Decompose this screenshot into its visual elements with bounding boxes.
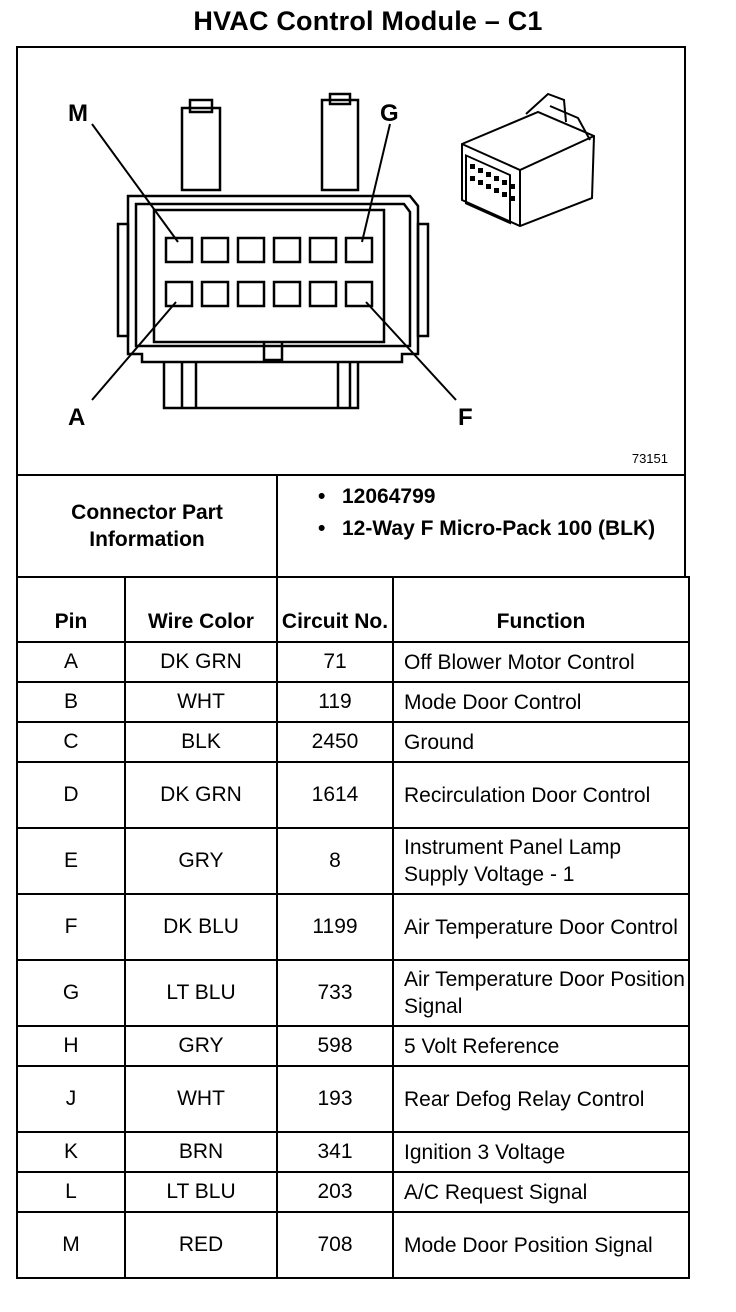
cell-function: Mode Door Control <box>393 682 689 722</box>
table-row <box>17 828 689 894</box>
cell-pin: L <box>17 1172 125 1212</box>
cell-pin: K <box>17 1132 125 1172</box>
cell-pin: D <box>17 762 125 828</box>
table-row <box>17 1026 689 1066</box>
cell-wire-color: BLK <box>125 722 277 762</box>
cell-wire-color: GRY <box>125 828 277 894</box>
header-pin: Pin <box>17 577 125 642</box>
pin-label-f: F <box>458 404 473 431</box>
cell-circuit: 8 <box>277 828 393 894</box>
header-wire-color: Wire Color <box>125 577 277 642</box>
cell-pin: M <box>17 1212 125 1278</box>
cell-pin: B <box>17 682 125 722</box>
cell-function: Rear Defog Relay Control <box>393 1066 689 1132</box>
connector-iso-view <box>462 94 594 226</box>
connector-info-list <box>278 476 684 576</box>
pin-cavities <box>166 238 372 306</box>
cell-wire-color: WHT <box>125 682 277 722</box>
pinout-table <box>16 576 690 1279</box>
connector-part-info <box>16 474 686 578</box>
latch-post-right <box>322 100 358 190</box>
cell-pin: E <box>17 828 125 894</box>
pinout-rows <box>17 642 689 1278</box>
cell-wire-color: GRY <box>125 1026 277 1066</box>
cell-circuit: 598 <box>277 1026 393 1066</box>
cell-wire-color: DK GRN <box>125 762 277 828</box>
cell-function: Off Blower Motor Control <box>393 642 689 682</box>
table-row <box>17 1066 689 1132</box>
connector-info-label: Connector Part Information <box>18 476 278 576</box>
header-function: Function <box>393 577 689 642</box>
cell-function: Instrument Panel Lamp Supply Voltage - 1 <box>393 828 689 894</box>
cell-circuit: 733 <box>277 960 393 1026</box>
cell-wire-color: DK GRN <box>125 642 277 682</box>
cell-function: Air Temperature Door Control <box>393 894 689 960</box>
cell-function: Ignition 3 Voltage <box>393 1132 689 1172</box>
table-header-row <box>17 577 689 642</box>
cell-circuit: 341 <box>277 1132 393 1172</box>
connector-iso-pins <box>470 164 515 201</box>
table-row <box>17 642 689 682</box>
table-row <box>17 1212 689 1278</box>
cell-pin: H <box>17 1026 125 1066</box>
cell-function: Air Temperature Door Position Signal <box>393 960 689 1026</box>
table-row <box>17 762 689 828</box>
cell-circuit: 2450 <box>277 722 393 762</box>
table-row <box>17 1172 689 1212</box>
cell-circuit: 708 <box>277 1212 393 1278</box>
cell-wire-color: WHT <box>125 1066 277 1132</box>
cell-circuit: 1614 <box>277 762 393 828</box>
cell-wire-color: BRN <box>125 1132 277 1172</box>
cell-function: A/C Request Signal <box>393 1172 689 1212</box>
pin-label-a: A <box>68 404 86 431</box>
cell-circuit: 193 <box>277 1066 393 1132</box>
table-row <box>17 722 689 762</box>
cell-wire-color: RED <box>125 1212 277 1278</box>
connector-type: • 12-Way F Micro-Pack 100 (BLK) <box>318 516 684 542</box>
table-row <box>17 1132 689 1172</box>
cell-circuit: 203 <box>277 1172 393 1212</box>
pin-label-g: G <box>380 100 399 127</box>
latch-post-left <box>182 108 220 190</box>
connector-shell <box>128 196 418 362</box>
cell-circuit: 71 <box>277 642 393 682</box>
cell-wire-color: LT BLU <box>125 1172 277 1212</box>
cell-circuit: 1199 <box>277 894 393 960</box>
cell-pin: C <box>17 722 125 762</box>
cell-pin: A <box>17 642 125 682</box>
cell-function: Ground <box>393 722 689 762</box>
table-row <box>17 682 689 722</box>
connector-face-drawing <box>18 48 684 476</box>
cell-pin: G <box>17 960 125 1026</box>
page-title: HVAC Control Module – C1 <box>193 6 543 36</box>
cell-wire-color: DK BLU <box>125 894 277 960</box>
pin-cavity-housing <box>154 210 384 342</box>
cell-function: Mode Door Position Signal <box>393 1212 689 1278</box>
cell-circuit: 119 <box>277 682 393 722</box>
figure-number: 73151 <box>631 451 668 466</box>
cell-function: Recirculation Door Control <box>393 762 689 828</box>
cell-pin: F <box>17 894 125 960</box>
table-row <box>17 894 689 960</box>
connector-diagram <box>16 46 686 474</box>
table-row <box>17 960 689 1026</box>
part-number: • 12064799 <box>318 484 684 510</box>
cell-wire-color: LT BLU <box>125 960 277 1026</box>
header-circuit: Circuit No. <box>277 577 393 642</box>
cell-pin: J <box>17 1066 125 1132</box>
cell-function: 5 Volt Reference <box>393 1026 689 1066</box>
pin-label-m: M <box>68 100 88 127</box>
